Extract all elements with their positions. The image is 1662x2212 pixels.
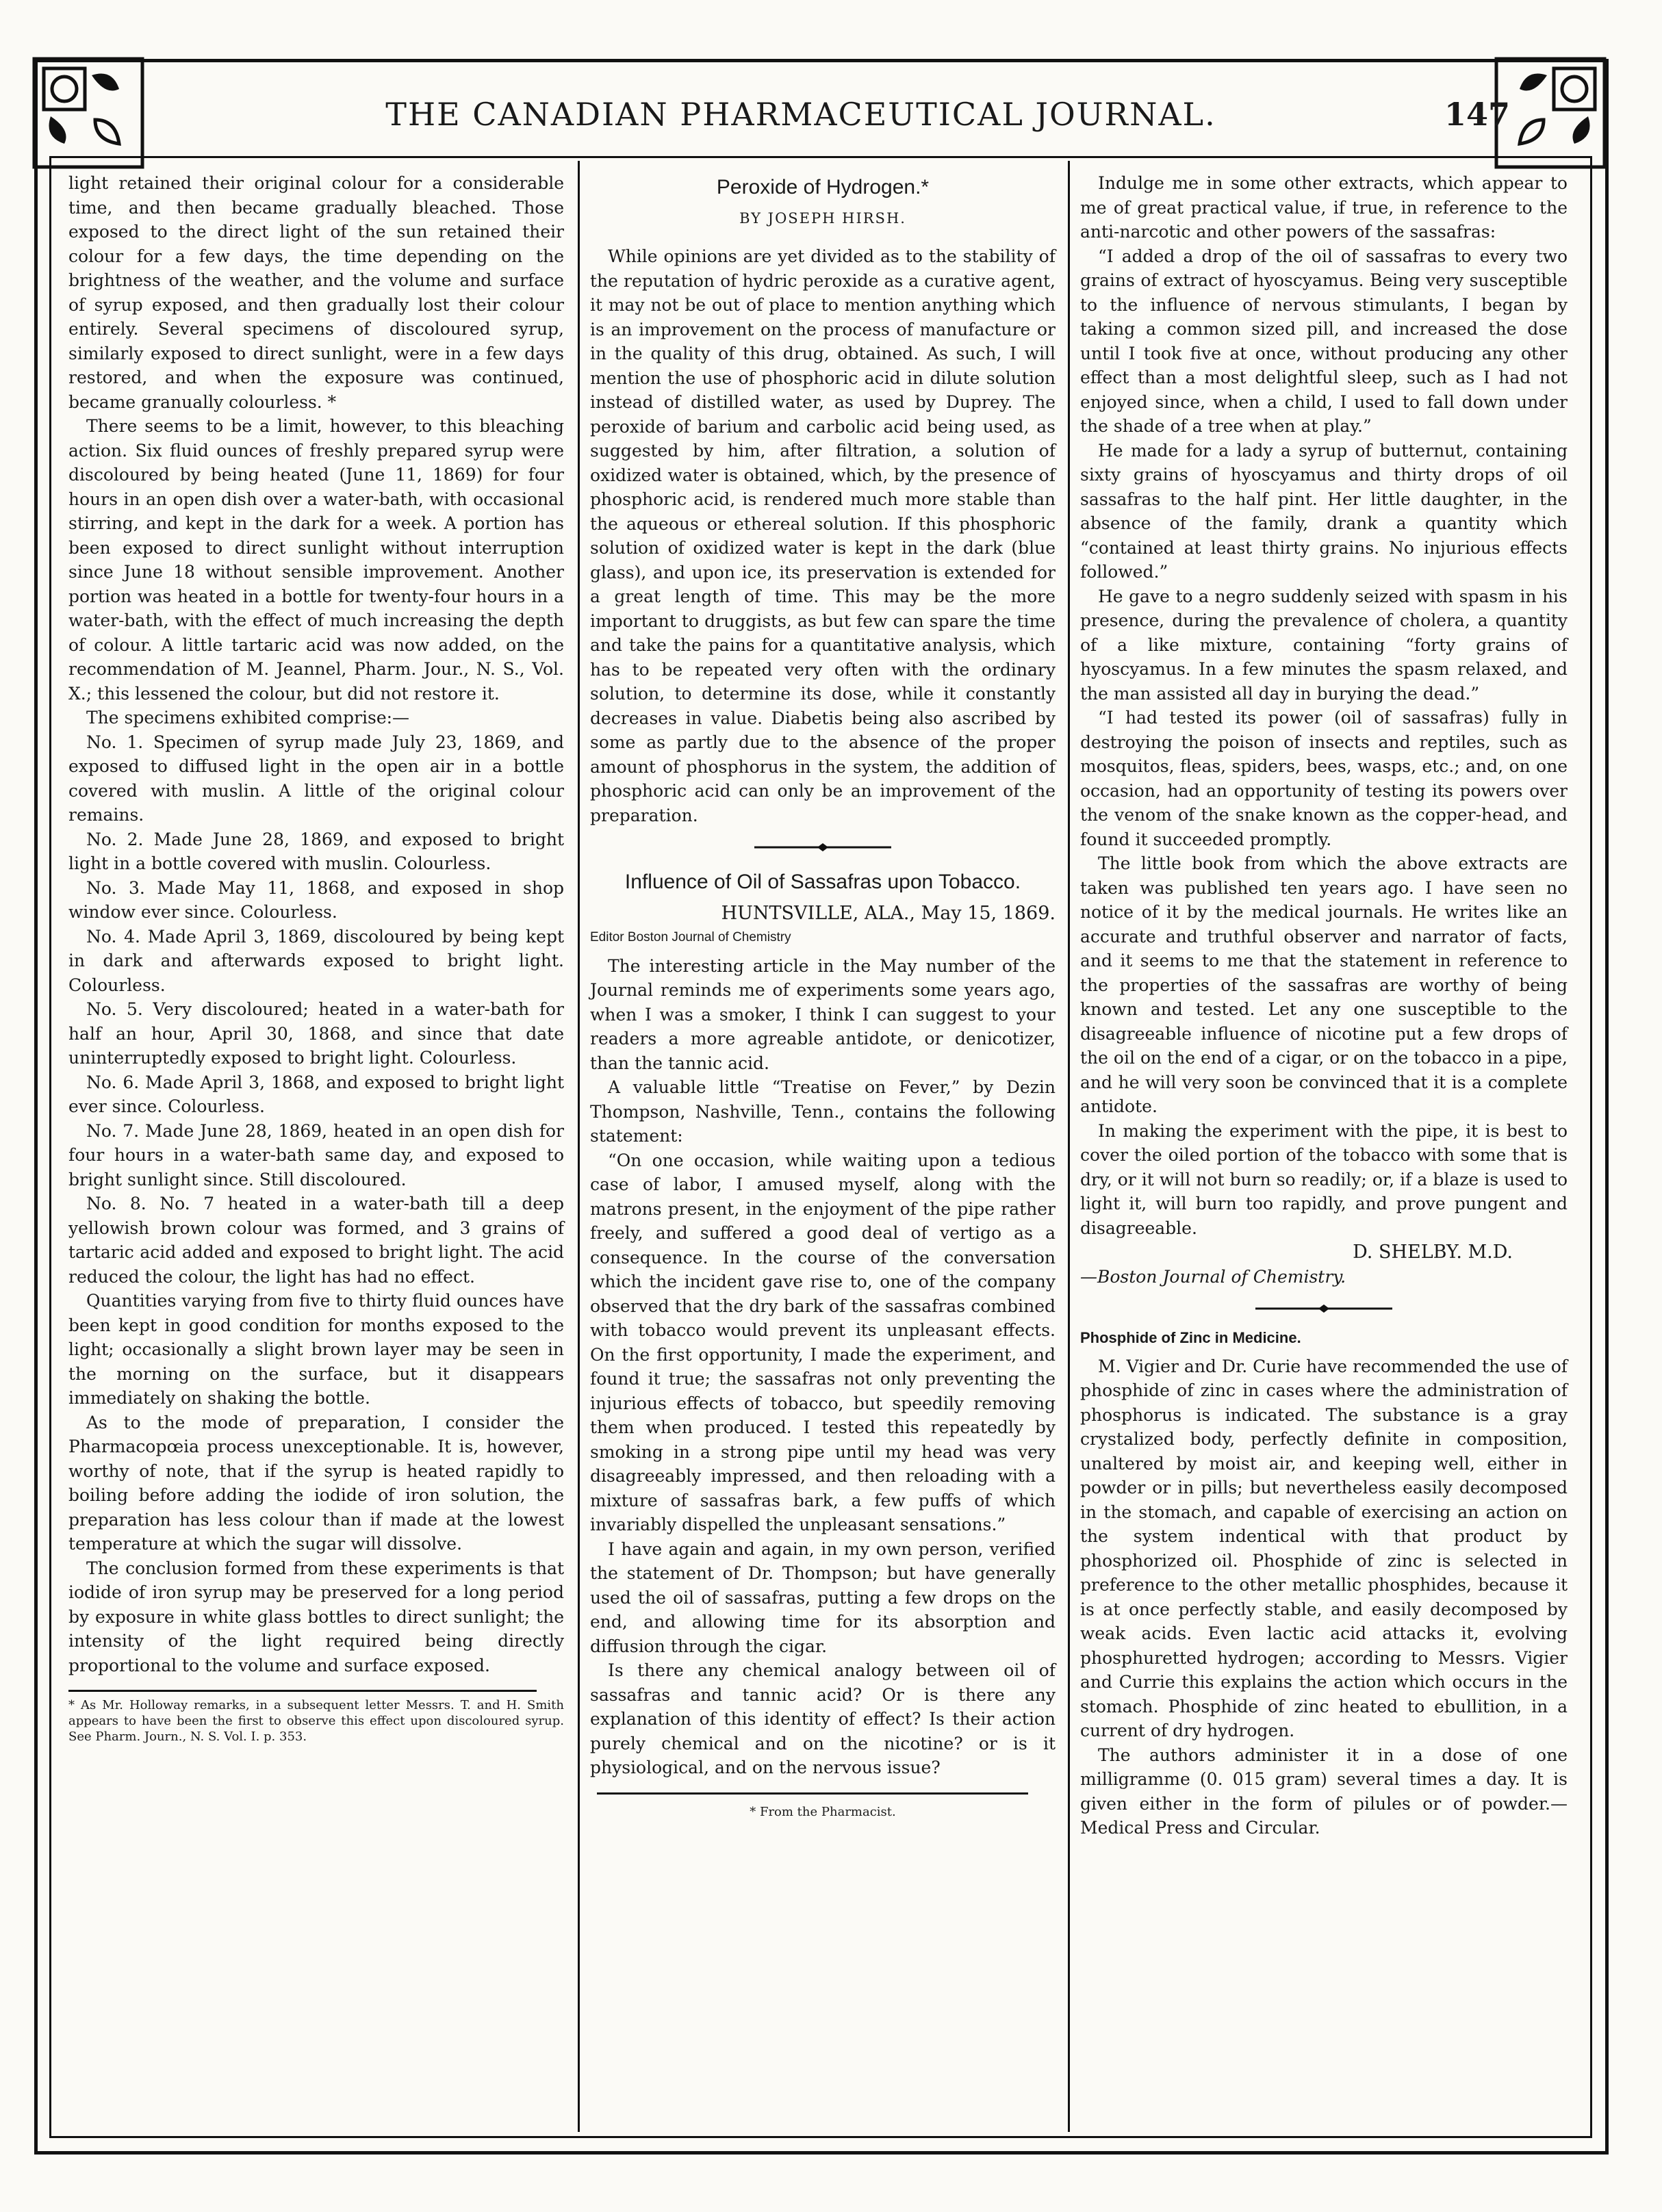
section-divider-icon [754,843,891,852]
paragraph: The specimens exhibited comprise:— [86,708,410,728]
section-divider-icon [1255,1304,1392,1313]
column-3 [1080,171,1568,1840]
specimen-item: No. 4. Made April 3, 1869, discoloured by being kept in dark and afterwards exposed to bright light. Colourless. [68,926,564,995]
column-rule [578,161,580,2132]
paragraph: He made for a lady a syrup of butternut, containing sixty grains of hyoscyamus and thirty drops of oil sassafras to the half pint. Her little daughter, in the absence of the family, drank a quantity which “contained at least thirty grains. No injurious effects followed.” [1080,440,1568,582]
paragraph: I have again and again, in my own person, verified the statement of Dr. Thompson; but have generally used the oil of sassafras, putting a few drops on the end, and allowing time for its absorption and diffusion through the cigar. [590,1539,1056,1656]
paragraph: Quantities varying from five to thirty fluid ounces have been kept in good condition for months exposed to the light; occasionally a slight brown layer may be seen in the morning on the surface, but it disappears immediately on shaking the bottle. [68,1291,564,1408]
dateline: HUNTSVILLE, ALA., May 15, 1869. [721,902,1056,924]
author-signature: D. SHELBY. M.D. [1353,1242,1513,1263]
column-rule [1068,161,1070,2132]
paragraph: The little book from which the above extracts are taken was published ten years ago. I have seen no notice of it by the medical journals. He writes like an accurate and truthful observer and narrator of facts, and it seems to me that the statement in reference to the properties of the sassafras are worthy of being known and tested. Let any one susceptible to the disagreeable influence of nicotine put a few drops of the oil on the end of a cigar, or on the tobacco in a pipe, and he will very soon be convinced that it is a complete antidote. [1080,853,1568,1116]
quotation: “I added a drop of the oil of sassafras to every two grains of extract of hyoscyamus. Being very susceptible to the influence of nervous stimulants, I began by taking a common sized pill, and increased the dose until I took five at once, without producing any other effect than a most delightful sleep, such as I had not enjoyed since, when a child, I used to fall down under the shade of a tree when at play.” [1080,246,1568,436]
corner-ornament-left-icon [30,55,146,171]
paragraph: light retained their original colour for a considerable time, and then became gradually bleached. Those exposed to the direct light of the sun retained their colour for a few days, the time depending on the brightness of the weather, and the volume and surface of syrup exposed, and then gradually lost their colour entirely. Several specimens of discoloured syrup, similarly exposed to direct sunlight, were in a few days restored, and when the exposure was continued, became granually colourless. * [68,173,564,412]
column-2 [590,171,1056,1824]
paragraph: M. Vigier and Dr. Curie have recommended the use of phosphide of zinc in cases where the administration of phosphorus is indicated. The substance is a gray crystalized body, perfectly definite in composition, unaltered by moist air, and keeping well, either in powder or in pills; but nevertheless easily decomposed in the stomach, and capable of exercising an action on the system indentical with that product by phosphorized oil. Phosphide of zinc is selected in preference to the other metallic phosphides, because it is at once perfectly stable, and easily decomposed by weak acids. Even lactic acid attacks it, evolving phosphuretted hydrogen; according to Messrs. Vigier and Currie this explains the action which occurs in the stomach. Phosphide of zinc heated to ebullition, in a current of dry hydrogen. [1080,1356,1568,1740]
addressee: Editor Boston Journal of Chemistry [590,930,791,944]
paragraph: Indulge me in some other extracts, which appear to me of great practical value, if true, in reference to the anti-narcotic and other powers of the sassafras: [1080,173,1568,242]
paragraph: While opinions are yet divided as to the stability of the reputation of hydric peroxide as a curative agent, it may not be out of place to mention anything which is an improvement on the process of manufacture or in the quality of this drug, obtained. As such, I will mention the use of phosphoric acid in dilute solution instead of distilled water, as used by Duprey. The peroxide of barium and carbolic acid being used, as suggested by him, after filtration, a solution of oxidized water is obtained, which, by the presence of phosphoric acid, is rendered much more stable than the aqueous or ethereal solution. If this phosphoric solution of oxidized water is kept in the dark (blue glass), and upon ice, its preservation is extended for a great length of time. This may be the more important to druggists, as but few can spare the time and take the pains for a quantitative analysis, which has to be repeated very often with the ordinary solution, to determine its dose, while it constantly decreases in value. Diabetis being also ascribed by some as partly due to the absence of the proper amount of phosphorus in the system, the addition of phosphoric acid can only be an improvement of the preparation. [590,246,1056,825]
paragraph: In making the experiment with the pipe, it is best to cover the oiled portion of the tobacco with some that is dry, or it will not burn so readily; or, if a blaze is used to light it, will burn too rapidly, and prove pungent and disagreeable. [1080,1120,1568,1238]
quotation: “On one occasion, while waiting upon a tedious case of labor, I amused myself, along with the matrons present, in the enjoyment of the pipe rather freely, and suffered a good deal of vertigo as a consequence. In the course of the conversation which the incident gave rise to, one of the company observed that the dry bark of the sassafras combined with tobacco would prevent its unpleasant effects. On the first opportunity, I made the experiment, and found it true; the sassafras not only preventing the injurious effects of tobacco, but speedily removing them when produced. I tested this repeatedly by smoking in a strong pipe until my head was very disagreeably impressed, and then reloading with a mixture of sassafras bark, a few puffs of which invariably dispelled the unpleasant sensations.” [590,1150,1056,1534]
footnote-rule [597,1792,1028,1795]
paragraph: The conclusion formed from these experiments is that iodide of iron syrup may be preserved for a long period by exposure in white glass bottles to direct sunlight; the intensity of the light required being directly proportional to the volume and surface exposed. [68,1558,564,1675]
article-title: Phosphide of Zinc in Medicine. [1080,1329,1301,1346]
footnote-rule [68,1690,537,1692]
specimen-item: No. 2. Made June 28, 1869, and exposed to bright light in a bottle covered with muslin. Colourless. [68,829,564,873]
paragraph: Is there any chemical analogy between oil of sassafras and tannic acid? Or is there any explanation of this identity of effect? Is their action purely chemical and on the nicotine? or is it physiological, and on the nervous issue? [590,1660,1056,1777]
paragraph: There seems to be a limit, however, to this bleaching action. Six fluid ounces of freshly prepared syrup were discoloured by being heated (June 11, 1869) for four hours in an open dish over a water-bath, with occasional stirring, and kept in the dark for a week. A portion has been exposed to direct sunlight without interruption since June 18 without sensible improvement. Another portion was heated in a bottle for twenty-four hours in a water-bath, with the effect of much increasing the depth of colour. A little tartaric acid was now added, on the recommendation of M. Jeannel, Pharm. Jour., N. S., Vol. X.; this lessened the colour, but did not restore it. [68,416,564,704]
page-number: 147 [1444,96,1511,133]
article-title: Influence of Oil of Sassafras upon Tobacco. [624,871,1021,893]
specimen-item: No. 6. Made April 3, 1868, and exposed to bright light ever since. Colourless. [68,1072,564,1116]
specimen-item: No. 5. Very discoloured; heated in a water-bath for half an hour, April 30, 1868, and since that date uninterruptedly exposed to bright light. Colourless. [68,999,564,1068]
source-credit: —Boston Journal of Chemistry. [1080,1266,1346,1287]
paragraph: A valuable little “Treatise on Fever,” by Dezin Thompson, Nashville, Tenn., contains the following statement: [590,1077,1056,1146]
specimen-item: No. 8. No. 7 heated in a water-bath till a deep yellowish brown colour was formed, and 3 grains of tartaric acid added and exposed to bright light. The acid reduced the colour, the light has had no effect. [68,1194,564,1287]
specimen-item: No. 7. Made June 28, 1869, heated in an open dish for four hours in a water-bath same day, and exposed to bright sunlight since. Still discoloured. [68,1120,564,1189]
byline: BY JOSEPH HIRSH. [739,209,906,227]
quotation: “I had tested its power (oil of sassafras) fully in destroying the poison of insects and reptiles, such as mosquitos, fleas, spiders, bees, wasps, etc.; and, on one occasion, had an opportunity of testing its powers over the venom of the snake known as the copper-head, and found it succeeded promptly. [1080,708,1568,849]
column-1 [68,171,564,1745]
article-title: Peroxide of Hydrogen.* [716,176,930,198]
footnote: * As Mr. Holloway remarks, in a subsequent letter Messrs. T. and H. Smith appears to have been the first to observe this effect upon discoloured syrup. See Pharm. Journ., N. S. Vol. I. p. 353. [68,1698,564,1744]
specimen-item: No. 3. Made May 11, 1868, and exposed in shop window ever since. Colourless. [68,877,564,922]
footnote: * From the Pharmacist. [750,1804,896,1819]
paragraph: He gave to a negro suddenly seized with spasm in his presence, during the prevalence of cholera, a quantity of a like mixture, containing “forty grains of hyoscyamus. In a few minutes the spasm relaxed, and the man assisted all day in burying the dead.” [1080,586,1568,704]
paragraph: The authors administer it in a dose of one milligramme (0. 015 gram) several times a day. It is given either in the form of pilules or of powder.—Medical Press and Circular. [1080,1745,1568,1838]
paragraph: As to the mode of preparation, I consider the Pharmacopœia process unexceptionable. It is, however, worthy of note, that if the syrup is heated rapidly to boiling before adding the iodide of iron solution, the preparation has less colour than if made at the lowest temperature at which the sugar will dissolve. [68,1412,564,1554]
specimen-item: No. 1. Specimen of syrup made July 23, 1869, and exposed to diffused light in the open air in a bottle covered with muslin. A little of the original colour remains. [68,732,564,825]
paragraph: The interesting article in the May number of the Journal reminds me of experiments some years ago, when I was a smoker, I think I can suggest to your readers a more agreable antidote, or denicotizer, than the tannic acid. [590,955,1056,1073]
journal-title: THE CANADIAN PHARMACEUTICAL JOURNAL. [385,96,1216,133]
